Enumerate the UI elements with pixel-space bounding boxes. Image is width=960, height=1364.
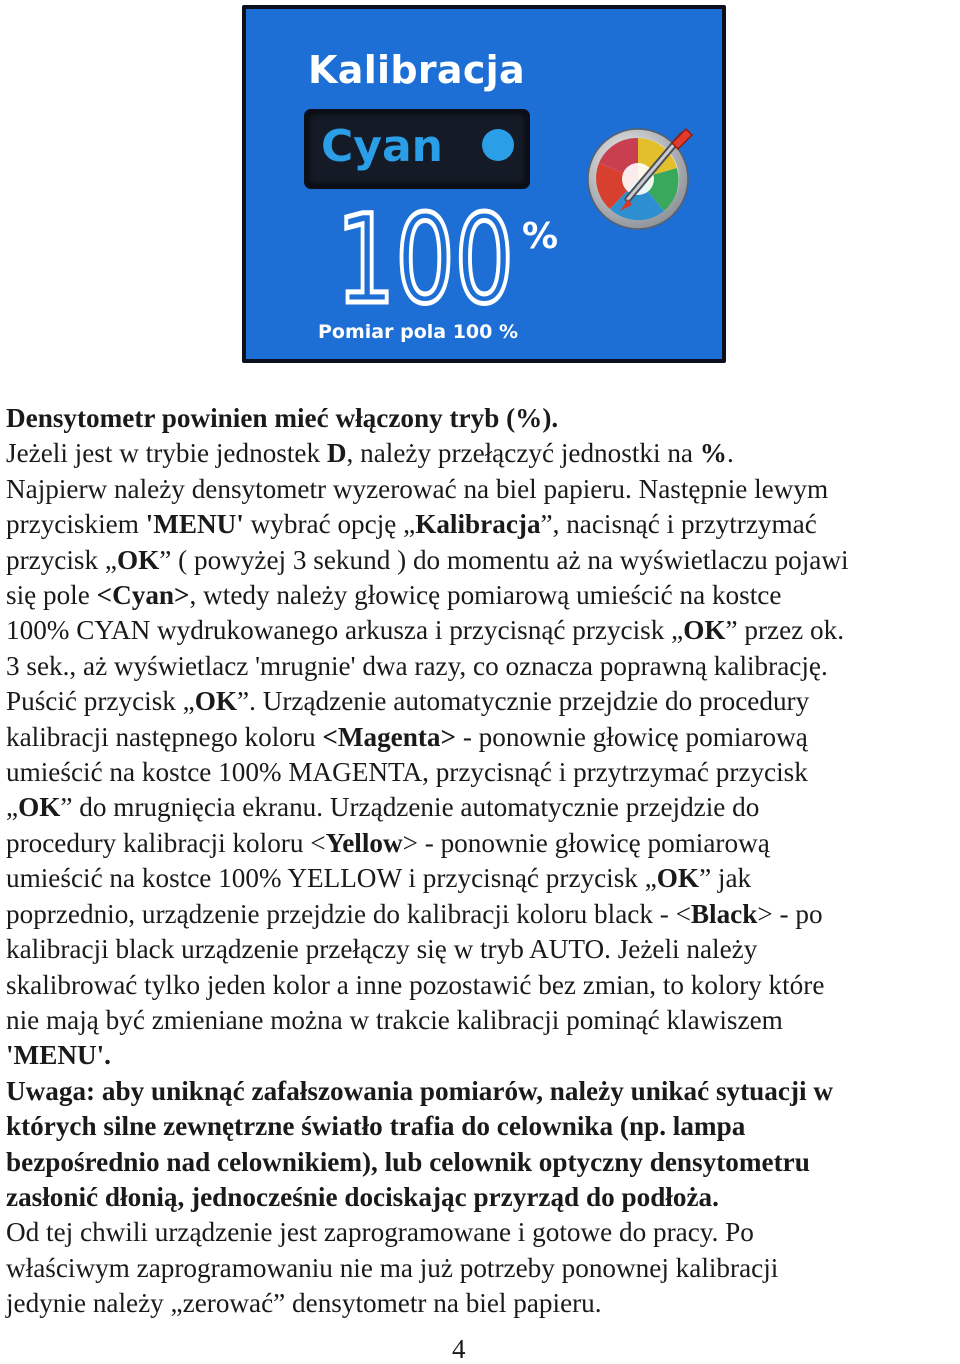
text-line: skalibrować tylko jeden kolor a inne pozostawić bez zmian, to kolory które bbox=[6, 969, 825, 1000]
text-line: kalibracji black urządzenie przełączy się w tryb AUTO. Jeżeli należy bbox=[6, 934, 758, 965]
page-number: 4 bbox=[452, 1334, 466, 1364]
text-line: Od tej chwili urządzenie jest zaprogramowane i gotowe do pracy. Po bbox=[6, 1217, 754, 1248]
warning-line: których silne zewnętrzne światło trafia do celownika (np. lampa bbox=[6, 1111, 746, 1142]
screen-title: Kalibracja bbox=[308, 48, 525, 92]
warning-line: zasłonić dłonią, jednocześnie dociskając przyrząd do podłoża. bbox=[6, 1181, 719, 1212]
text-line: poprzednio, urządzenie przejdzie do kalibracji koloru black - <Black> - po bbox=[6, 898, 823, 929]
text-line: umieścić na kostce 100% YELLOW i przycisnąć przycisk „OK” jak bbox=[6, 863, 752, 894]
text-line: Jeżeli jest w trybie jednostek D, należy przełączyć jednostki na %. bbox=[6, 438, 734, 469]
units-requirement-heading: Densytometr powinien mieć włączony tryb (%). bbox=[6, 403, 559, 433]
text-line: 'MENU'. bbox=[6, 1040, 111, 1071]
color-display bbox=[304, 109, 530, 189]
color-picker-icon bbox=[584, 121, 696, 233]
text-line: Puścić przycisk „OK”. Urządzenie automatycznie przejdzie do procedury bbox=[6, 686, 810, 717]
text-line: nie mają być zmieniane można w trakcie kalibracji pominąć klawiszem bbox=[6, 1004, 783, 1035]
text-line: przycisk „OK” ( powyżej 3 sekund ) do momentu aż na wyświetlaczu pojawi bbox=[6, 544, 849, 575]
document-body bbox=[6, 401, 956, 1322]
text-line: właściwym zaprogramowaniu nie ma już potrzeby ponownej kalibracji bbox=[6, 1252, 779, 1283]
calibration-screen-figure bbox=[242, 5, 726, 363]
screen-footer: Pomiar pola 100 % bbox=[318, 321, 519, 343]
text-line: umieścić na kostce 100% MAGENTA, przycisnąć i przytrzymać przycisk bbox=[6, 757, 808, 788]
measurement-value-digits: 100 bbox=[336, 202, 514, 312]
text-line: procedury kalibracji koloru <Yellow> - ponownie głowicę pomiarową bbox=[6, 827, 770, 858]
display-color-label: Cyan bbox=[321, 121, 443, 172]
warning-line: bezpośrednio nad celownikiem), lub celownik optyczny densytometru bbox=[6, 1146, 810, 1177]
cyan-dot-icon bbox=[482, 129, 514, 161]
measurement-value bbox=[336, 202, 516, 312]
text-line: Najpierw należy densytometr wyzerować na biel papieru. Następnie lewym bbox=[6, 473, 829, 504]
text-line: się pole <Cyan>, wtedy należy głowicę pomiarową umieścić na kostce bbox=[6, 580, 782, 611]
text-line: 3 sek., aż wyświetlacz 'mrugnie' dwa razy, co oznacza poprawną kalibrację. bbox=[6, 650, 828, 681]
percent-unit: % bbox=[522, 216, 559, 257]
text-line: 100% CYAN wydrukowanego arkusza i przycisnąć przycisk „OK” przez ok. bbox=[6, 615, 845, 646]
text-line: „OK” do mrugnięcia ekranu. Urządzenie automatycznie przejdzie do bbox=[6, 792, 760, 823]
text-line: jedynie należy „zerować” densytometr na biel papieru. bbox=[6, 1288, 602, 1319]
warning-line: Uwaga: aby uniknąć zafałszowania pomiarów, należy unikać sytuacji w bbox=[6, 1075, 834, 1106]
text-line bbox=[6, 401, 956, 436]
text-line: przyciskiem 'MENU' wybrać opcję „Kalibracja”, nacisnąć i przytrzymać bbox=[6, 509, 817, 540]
text-line: kalibracji następnego koloru <Magenta> - ponownie głowicę pomiarową bbox=[6, 721, 808, 752]
